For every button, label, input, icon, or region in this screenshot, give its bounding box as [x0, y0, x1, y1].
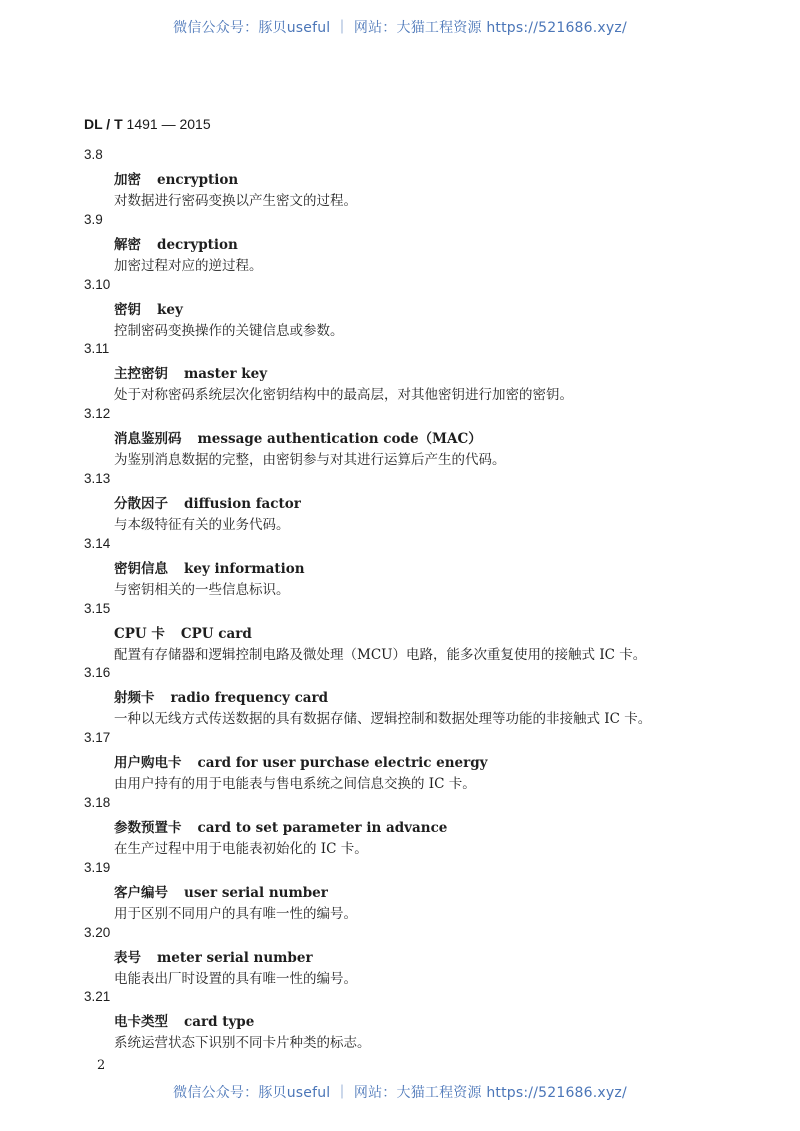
term-chinese-name: 密钥 [114, 301, 141, 318]
term-number: 3.15 [84, 600, 111, 616]
term-english-name: user serial number [184, 884, 328, 901]
term-chinese-name: 密钥信息 [114, 560, 168, 577]
term-definition: 在生产过程中用于电能表初始化的 IC 卡。 [114, 840, 368, 857]
term-entry [0, 925, 800, 990]
term-english-name: message authentication code（MAC） [197, 431, 482, 448]
term-title [114, 362, 267, 382]
term-entry [0, 860, 800, 925]
term-entry [0, 277, 800, 342]
term-title [114, 881, 328, 901]
term-entry [0, 989, 800, 1054]
term-title [114, 686, 328, 706]
term-definition: 处于对称密码系统层次化密钥结构中的最高层，对其他密钥进行加密的密钥。 [114, 387, 573, 404]
term-chinese-name: 电卡类型 [114, 1014, 168, 1031]
term-english-name: radio frequency card [170, 690, 329, 707]
term-chinese-name: 主控密钥 [114, 366, 168, 383]
term-definition: 电能表出厂时设置的具有唯一性的编号。 [114, 970, 357, 987]
term-chinese-name: 用户购电卡 [114, 755, 182, 772]
term-english-name: key information [184, 560, 305, 577]
term-title [114, 427, 482, 447]
term-title [114, 1010, 254, 1030]
term-entry [0, 665, 800, 730]
term-number: 3.13 [84, 470, 111, 486]
term-english-name: diffusion factor [184, 495, 301, 512]
term-entry [0, 536, 800, 601]
term-definition: 为鉴别消息数据的完整，由密钥参与对其进行运算后产生的代码。 [114, 452, 506, 469]
term-entry [0, 406, 800, 471]
term-chinese-name: 表号 [114, 949, 141, 966]
term-number: 3.20 [84, 924, 111, 940]
term-definition: 配置有存储器和逻辑控制电路及微处理（MCU）电路，能多次重复使用的接触式 IC 卡。 [114, 646, 647, 663]
term-chinese-name: 分散因子 [114, 495, 168, 512]
term-definition: 与本级特征有关的业务代码。 [114, 516, 290, 533]
watermark-top: 微信公众号：豚贝useful ｜ 网站：大猫工程资源 https://521686.xyz/ [173, 20, 627, 36]
term-english-name: card to set parameter in advance [197, 819, 448, 836]
page-number: 2 [97, 1058, 106, 1073]
term-number: 3.10 [84, 276, 111, 292]
term-definition: 系统运营状态下识别不同卡片种类的标志。 [114, 1035, 371, 1052]
term-chinese-name: 消息鉴别码 [114, 431, 182, 448]
term-title [114, 816, 447, 836]
term-title [114, 751, 488, 771]
terms-list [0, 147, 800, 1054]
term-title [114, 168, 238, 188]
term-number: 3.8 [84, 147, 103, 162]
term-entry [0, 212, 800, 277]
term-title [114, 557, 305, 577]
term-number: 3.14 [84, 535, 111, 551]
term-definition: 由用户持有的用于电能表与售电系统之间信息交换的 IC 卡。 [114, 776, 476, 793]
term-title [114, 492, 301, 512]
term-chinese-name: 加密 [114, 172, 141, 188]
document-code [84, 116, 211, 132]
term-definition: 控制密码变换操作的关键信息或参数。 [114, 322, 344, 339]
term-entry [0, 601, 800, 666]
term-number: 3.17 [84, 730, 111, 746]
term-number: 3.18 [84, 794, 111, 810]
term-english-name: meter serial number [157, 949, 313, 966]
document-prefix: DL / T [84, 116, 123, 132]
term-english-name: card for user purchase electric energy [197, 755, 488, 772]
term-definition: 一种以无线方式传送数据的具有数据存储、逻辑控制和数据处理等功能的非接触式 IC 卡。 [114, 711, 652, 728]
term-number: 3.11 [84, 341, 110, 357]
term-entry [0, 795, 800, 860]
term-english-name: encryption [157, 172, 239, 188]
term-number: 3.9 [84, 211, 103, 227]
term-title [114, 946, 313, 966]
term-number: 3.16 [84, 665, 111, 681]
term-chinese-name: CPU 卡 [114, 625, 165, 642]
term-title [114, 622, 252, 642]
term-english-name: key [157, 301, 183, 318]
term-title [114, 233, 238, 253]
term-definition: 与密钥相关的一些信息标识。 [114, 581, 290, 598]
term-entry [0, 147, 800, 212]
term-definition: 用于区别不同用户的具有唯一性的编号。 [114, 905, 357, 922]
document-number: 1491 — 2015 [126, 116, 211, 132]
term-title [114, 298, 183, 318]
term-english-name: decryption [157, 236, 238, 253]
term-english-name: master key [184, 366, 268, 383]
term-chinese-name: 解密 [114, 236, 141, 253]
term-english-name: card type [184, 1014, 255, 1031]
term-english-name: CPU card [180, 625, 252, 642]
term-chinese-name: 客户编号 [114, 884, 168, 901]
term-entry [0, 730, 800, 795]
term-entry [0, 341, 800, 406]
term-entry [0, 471, 800, 536]
term-definition: 对数据进行密码变换以产生密文的过程。 [114, 193, 357, 209]
term-chinese-name: 参数预置卡 [114, 819, 182, 836]
watermark-bottom: 微信公众号：豚贝useful ｜ 网站：大猫工程资源 https://521686.xyz/ [173, 1085, 627, 1101]
term-definition: 加密过程对应的逆过程。 [114, 257, 263, 274]
term-chinese-name: 射频卡 [114, 690, 155, 707]
term-number: 3.21 [84, 989, 111, 1005]
term-number: 3.19 [84, 859, 111, 875]
term-number: 3.12 [84, 406, 111, 422]
